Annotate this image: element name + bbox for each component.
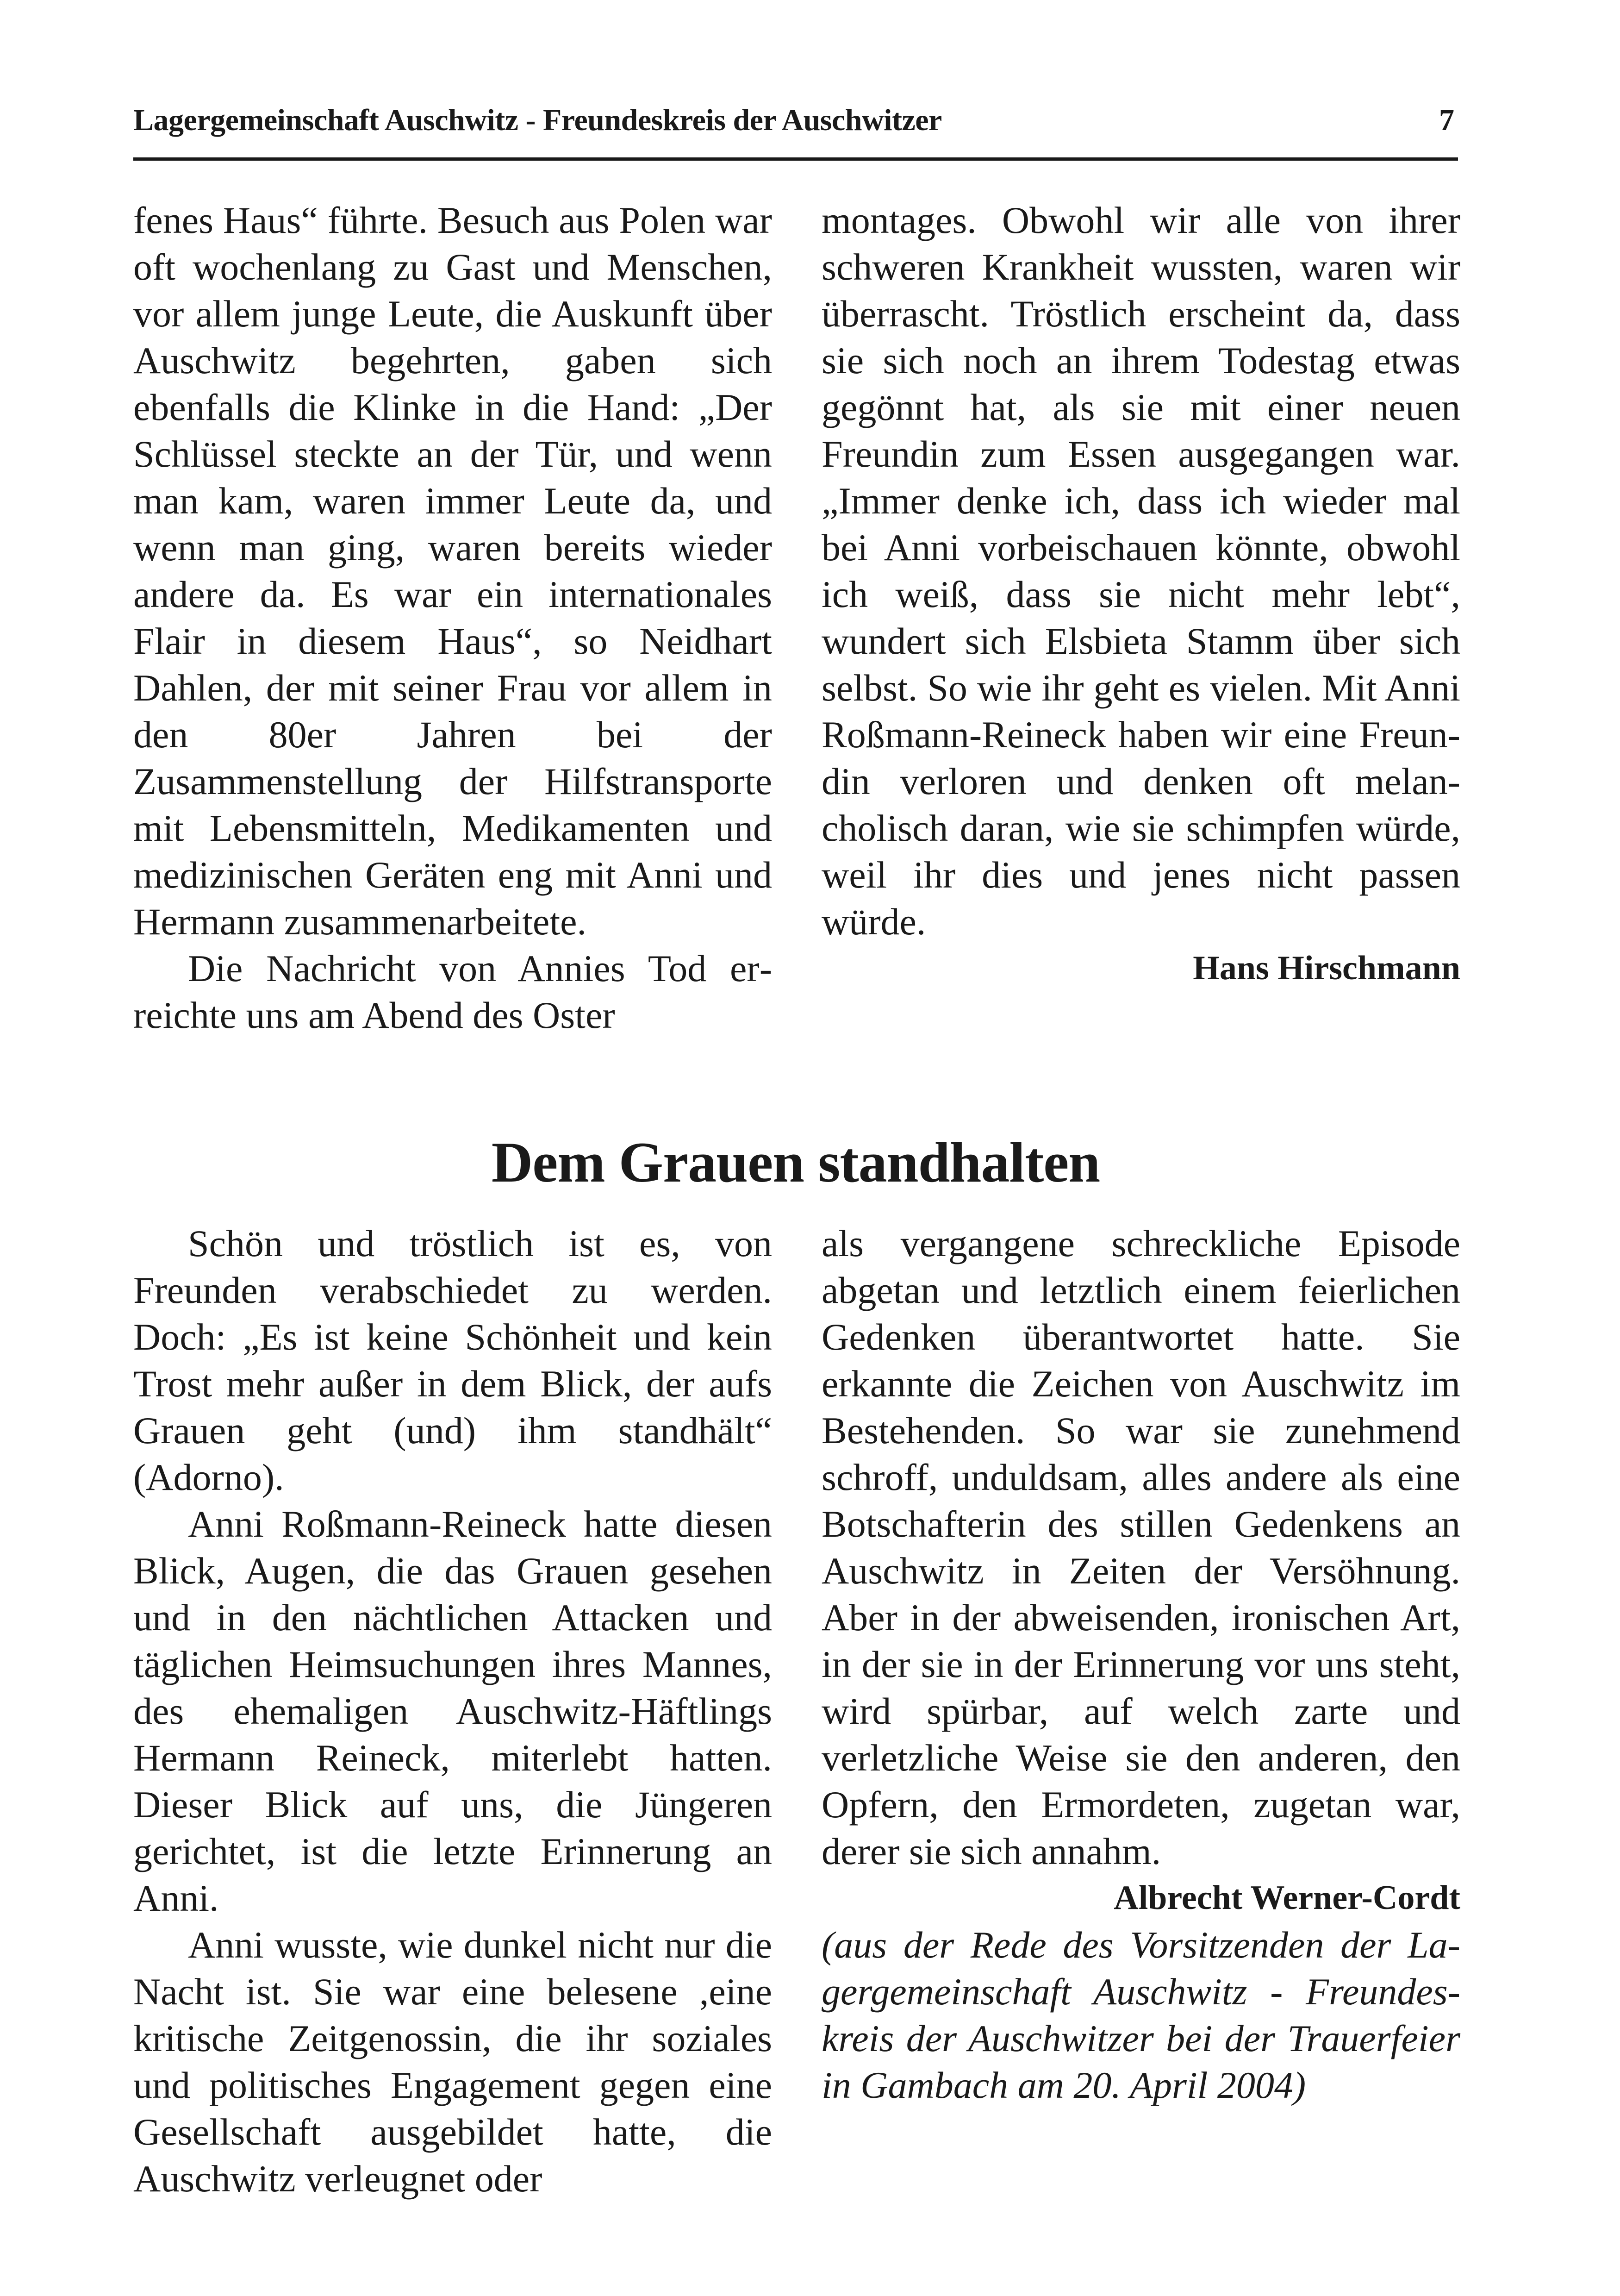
article2-paragraph: Anni Roßmann-Reineck hatte diesen Blick, Augen, die das Grauen gesehen und in den nächtlichen Attacken und täglichen Heimsuchungen ihres Mannes, des ehemaligen Auschwitz-Häftlings Hermann Reineck, miterlebt hatten. Dieser Blick auf uns, die Jüngeren gerichtet, ist die letzte Erinnerung an Anni. [133,1503,772,1919]
article2-paragraph: Anni wusste, wie dunkel nicht nur die Nacht ist. Sie war eine belesene ,eine kritische Zeitgenossin, die ihr soziales und politisches Engagement gegen eine Gesellschaft ausgebildet hatte, die Auschwitz verleugnet oder [133,1924,772,2200]
article2-paragraph: als vergangene schreckliche Episode abgetan und letztlich einem feierlichen Gedenken überantwortet hatte. Sie erkannte die Zeichen von Auschwitz im Bestehenden. So war sie zunehmend schroff, unduldsam, alles andere als eine Botschafterin des stillen Gedenkens an Auschwitz in Zeiten der Versöhnung. Aber in der abweisenden, ironischen Art, in der sie in der Erinnerung vor uns steht, wird spürbar, auf welch zarte und verletzliche Weise sie den anderen, den Opfern, den Ermordeten, zugetan war, derer sie sich annahm. [822,1222,1460,1872]
article2-left-column [133,1220,772,2202]
article2-paragraph: Schön und tröstlich ist es, von Freunden verabschiedet zu werden. Doch: „Es ist keine Schönheit und kein Trost mehr außer in dem Blick, der aufs Grauen geht (und) ihm standhält“ (Adorno). [133,1222,772,1498]
article1-left-column [133,197,772,1039]
page-number: 7 [1439,103,1454,137]
article1-paragraph: montages. Obwohl wir alle von ihrer schweren Krankheit wussten, waren wir überrascht. Tröstlich erscheint da, dass sie sich noch an ihrem Todestag etwas gegönnt hat, als sie mit einer neuen Freundin zum Essen ausgegangen war. „Immer denke ich, dass ich wieder mal bei Anni vorbeischauen könnte, obwohl ich weiß, dass sie nicht mehr lebt“, wundert sich Elsbieta Stamm über sich selbst. So wie ihr geht es vielen. Mit Anni Roßmann-Reineck haben wir eine Freundin verloren und denken oft melancholisch daran, wie sie schimpfen würde, weil ihr dies und jenes nicht passen würde. [822,199,1460,943]
header-title: Lagergemeinschaft Auschwitz - Freundeskreis der Auschwitzer [133,103,942,137]
article1-paragraph: fenes Haus“ führte. Besuch aus Polen war oft wochenlang zu Gast und Menschen, vor allem junge Leute, die Auskunft über Auschwitz begehrten, gaben sich ebenfalls die Klinke in die Hand: „Der Schlüssel steckte an der Tür, und wenn man kam, waren immer Leute da, und wenn man ging, waren bereits wieder andere da. Es war ein internationales Flair in diesem Haus“, so Neidhart Dahlen, der mit seiner Frau vor allem in den 80er Jahren bei der Zusammenstellung der Hilfstransporte mit Lebensmitteln, Medikamenten und medizinischen Geräten eng mit Anni und Hermann zusammenarbeitete. [133,199,772,943]
article1-right-column [822,197,1460,992]
running-header [133,97,1458,161]
article2-source-note: (aus der Rede des Vorsitzenden der Lagergemeinschaft Auschwitz - Freundeskreis der Auschwitzer bei der Trauerfeier in Gambach am 20. April 2004) [822,1924,1460,2106]
article1-paragraph: Die Nachricht von Annies Tod erreichte uns am Abend des Oster [133,947,772,1036]
article2-author: Albrecht Werner-Cordt [1114,1879,1460,1917]
article2-headline: Dem Grauen standhalten [491,1131,1100,1194]
article1-author: Hans Hirschmann [1193,949,1460,987]
article2-right-column [822,1220,1460,2108]
